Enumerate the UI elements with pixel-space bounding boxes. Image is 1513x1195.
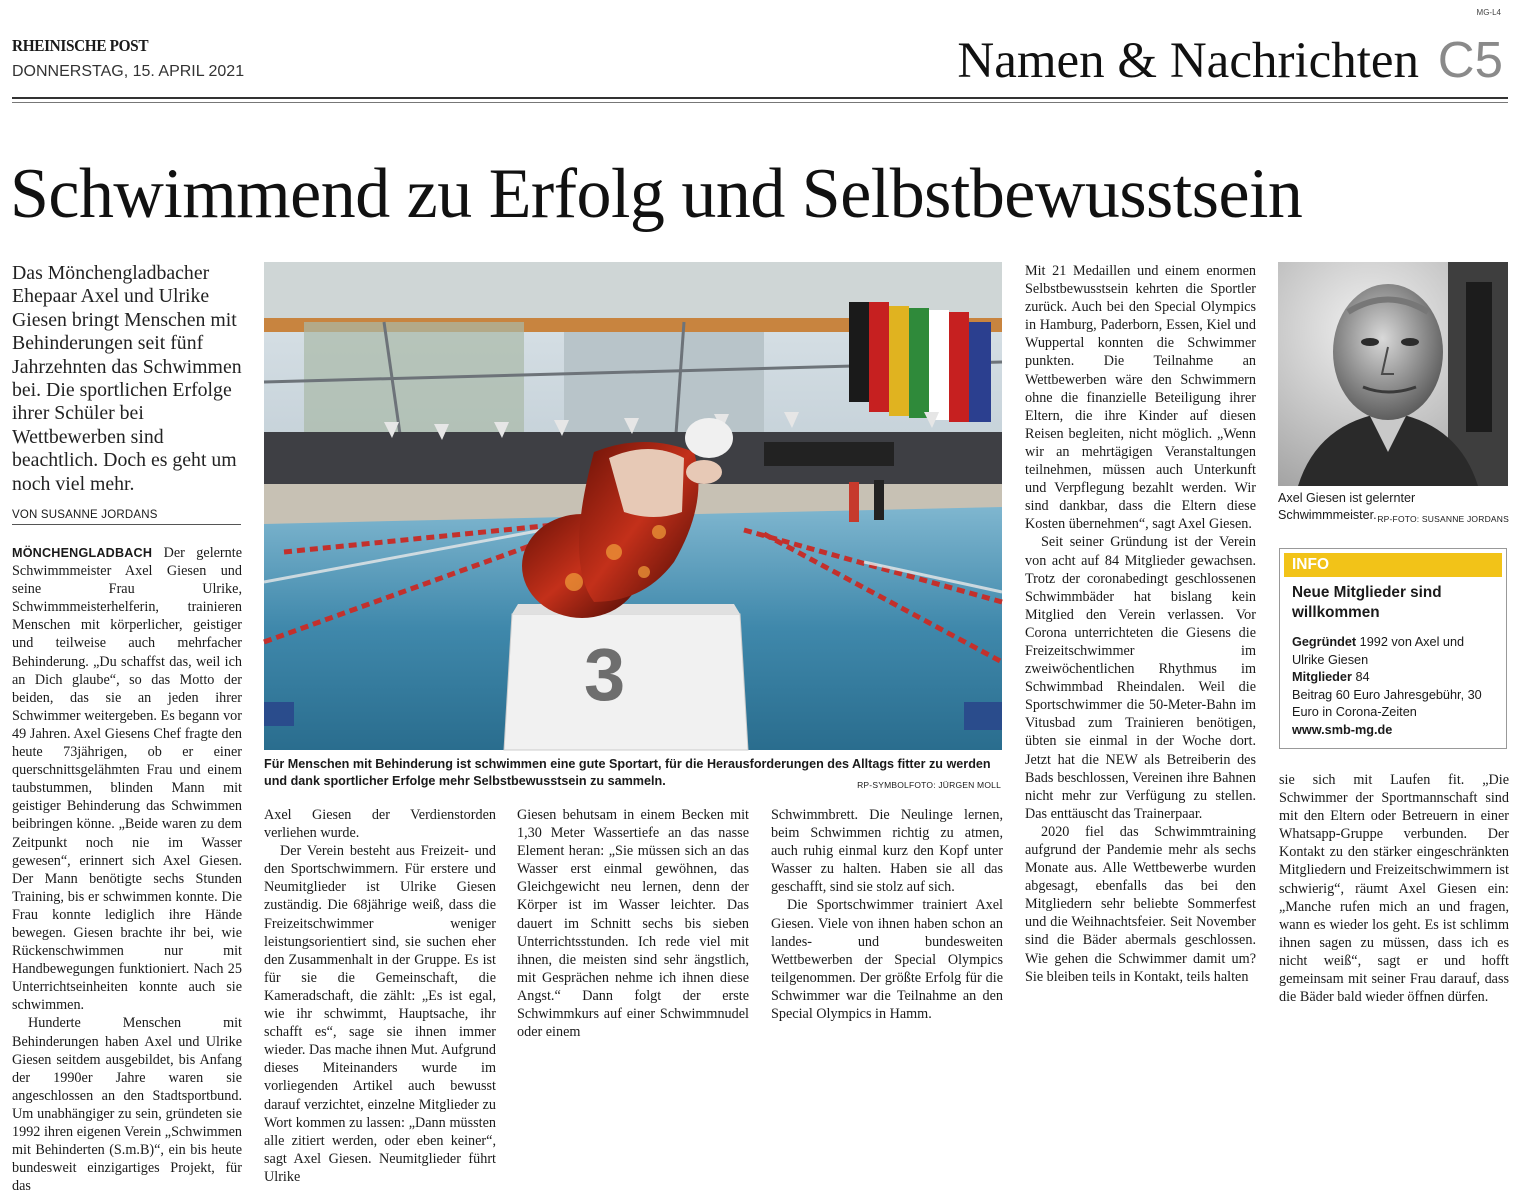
info-founded-label: Gegründet xyxy=(1292,635,1357,649)
portrait-credit: RP-FOTO: SUSANNE JORDANS xyxy=(1377,514,1509,524)
info-label xyxy=(1284,553,1502,577)
article-headline: Schwimmend zu Erfolg und Selbstbewusstsein xyxy=(10,155,1303,233)
info-title: Neue Mitglieder sind willkommen xyxy=(1292,584,1442,621)
info-members-text: 84 xyxy=(1351,670,1370,685)
body-column-1 xyxy=(12,544,242,1195)
info-fee: Beitrag 60 Euro Jahresgebühr, 30 Euro in Corona-Zeiten xyxy=(1292,687,1482,720)
starting-block-number: 3 xyxy=(584,633,626,716)
masthead-rule-top xyxy=(12,97,1508,99)
col5-paragraph-2: Seit seiner Gründung ist der Verein von acht auf 84 Mitglieder gewachsen. Trotz der coronabedingt geschlossenen Schwimmbäder hat bislang kein Mitglied den Verein verlassen. Vor Corona unterrichteten die Giesens die Freizeitschwimmer im zweiwöchentlichen Rhythmus im Schwimmbad Rheindalen. Weil die Sportschwimmer die 50-Meter-Bahn im Vitusbad zum Trainieren benötigen, übten sie einmal in der Woche dort. Jetzt hat die NEW als Betreiberin des Bads beschlossen, Vereinen ihre Bahnen nicht mehr zur Verfügung zu stellen. Das enttäuscht das Trainerpaar. xyxy=(1025,534,1256,822)
page-code: MG-L4 xyxy=(1476,8,1501,17)
body-column-3 xyxy=(517,806,749,1184)
col1-paragraph-1-text: Der gelernte Schwimmmeister Axel Giesen und seine Frau Ulrike, Schwimmmeisterhelferin, trainieren Menschen mit körperlicher, geistiger und teilweise auch mehrfacher Behinderung. „Du schaffst das, weil ich an Dich glaube“, so das Motto der beiden, das sie an jeden ihrer Schwimmer weitergeben. Es begann vor 49 Jahren. Axel Giesens Chef fragte den heute 73jährigen, ob er einer querschnittsgelähmten Frau und einem taubstummen, blinden Mann mit geistiger Behinderung das Schwimmen beibringen könne. „Beide waren zu dem Zeitpunkt noch nie im Wasser gewesen“, erinnert sich Axel Giesen. Der Mann benötigte sechs Stunden Training, bis er schwimmen konnte. Die Frau konnte lediglich ihre Hände bewegen. Giesen brachte ihr bei, wie Rückenschwimmen nur mit Handbewegungen funktioniert. Nach 25 Unterrichtseinheiten konnte auch sie schwimmen. xyxy=(12,545,242,1014)
byline: VON SUSANNE JORDANS xyxy=(12,509,158,521)
col6-paragraph-1: sie sich mit Laufen fit. „Die Schwimmer der Sportmannschaft sind mit den Eltern oder Betreuern in einer Whatsapp-Gruppe verbunden. Der Kontakt zu den stärker eingeschränkten Mitgliedern und Freizeitschwimmern ist schwierig“, räumt Axel Giesen ein: „Manche rufen mich an und fragen, wann es wieder los geht. Es ist schlimm ihnen sagen zu müssen, dass ich es nicht weiß“, sagt er und hofft gemeinsam mit seiner Frau darauf, dass die Bäder bald wieder öffnen dürfen. xyxy=(1279,772,1509,1006)
col1-paragraph-2: Hunderte Menschen mit Behinderungen haben Axel und Ulrike Giesen seitdem ausgebildet, bis Anfang der 1990er Jahre waren sie angeschlossen an den Stadtsportbund. Um unabhängiger zu sein, gründeten sie 1992 ihren eigenen Verein „Schwimmen mit Behinderten (S.m.B)“, ein bis heute bundesweit einzigartiges Projekt, für das xyxy=(12,1015,242,1195)
body-column-2 xyxy=(264,806,496,1184)
portrait-caption: Axel Giesen ist gelernter Schwimmmeister. xyxy=(1278,491,1416,522)
body-column-4 xyxy=(771,806,1003,1184)
info-box xyxy=(1279,548,1507,749)
article-lead: Das Mönchengladbacher Ehepaar Axel und Ulrike Giesen bringt Menschen mit Behinderungen seit fünf Jahrzehnten das Schwimmen bei. Die sportlichen Erfolge ihrer Schüler bei Wettbewerben sind beachtlich. Doch es geht um noch viel mehr. xyxy=(12,262,242,495)
info-members-label: Mitglieder xyxy=(1292,670,1352,685)
col4-paragraph-1: Schwimmbrett. Die Neulinge lernen, beim Schwimmen richtig zu atmen, auch ruhig einmal kurz den Kopf unter Wasser zu halten. Haben sie all das geschafft, sind sie stolz auf sich. xyxy=(771,807,1003,896)
info-members xyxy=(1292,669,1498,687)
info-details xyxy=(1292,634,1498,740)
col1-paragraph-1 xyxy=(12,544,242,1014)
body-column-5 xyxy=(1025,262,1256,1184)
section-title xyxy=(957,30,1503,91)
portrait-photo xyxy=(1278,262,1508,486)
col2-paragraph-2: Der Verein besteht aus Freizeit- und den Sportschwimmern. Für erstere und Neumitglieder ist Ulrike Giesen zuständig. Die 68jährige weiß, dass die Freizeitschwimmer weniger leistungsorientiert sind, sie suchen eher den Zusammenhalt in der Gruppe. Es ist für sie die Gemeinschaft, die Kameradschaft, die zählt: „Es ist egal, wie ihr schwimmt, Hauptsache, ihr schafft es“, sage sie ihnen immer wieder. Das mache ihnen Mut. Aufgrund dieses Miteinanders wurde im vorliegenden Artikel auch bewusst darauf verzichtet, einzelne Mitglieder zu Wort kommen zu lassen: „Dann müssten alle zitiert werden, oder eben keiner“, sagt Axel Giesen. Neumitglieder führt Ulrike xyxy=(264,843,496,1185)
info-founded xyxy=(1292,634,1498,669)
swimming-pool-image xyxy=(264,262,1002,750)
main-photo xyxy=(264,262,1002,750)
body-column-6 xyxy=(1279,771,1509,1184)
paper-name: RHEINISCHE POST xyxy=(12,36,149,55)
main-photo-caption: Für Menschen mit Behinderung ist schwimmen eine gute Sportart, für die Herausforderungen des Alltags fitter zu werden und dank sportlicher Erfolge mehr Selbstbewusstsein zu sammeln. xyxy=(264,757,991,788)
issue-date: DONNERSTAG, 15. APRIL 2021 xyxy=(12,63,245,80)
col5-paragraph-1: Mit 21 Medaillen und einem enormen Selbstbewusstsein kehrten die Sportler zurück. Auch bei den Special Olympics in Hamburg, Paderborn, Essen, Kiel und Wuppertal konnten die Schwimmer punkten. Die Teilnahme an Wettbewerben wäre den Schwimmern ohne die finanzielle Beteiligung ihrer Eltern, die ihre Kinder auf diesen Reisen begleiten, nicht möglich. „Wenn wir an mehrtägigen Veranstaltungen teilnehmen, müssen auch Unterkunft und Verpflegung bezahlt werden. Wir sind dankbar, dass die Eltern diese Kosten übernehmen“, sagt Axel Giesen. xyxy=(1025,263,1256,533)
dateline: MÖNCHENGLADBACH xyxy=(12,546,153,560)
info-label-text: INFO xyxy=(1292,556,1330,573)
page-number: C5 xyxy=(1437,31,1503,88)
byline-rule xyxy=(12,524,241,525)
portrait-image xyxy=(1278,262,1508,486)
col4-paragraph-2: Die Sportschwimmer trainiert Axel Giesen. Viele von ihnen haben schon an landes- und bundesweiten Wettbewerben der Special Olympics teilgenommen. Der größte Erfolg für die Schwimmer war die Teilnahme an den Special Olympics in Hamm. xyxy=(771,897,1003,1023)
section-name: Namen & Nachrichten xyxy=(957,33,1420,89)
main-photo-credit: RP-SYMBOLFOTO: JÜRGEN MOLL xyxy=(857,780,1001,790)
info-founded-text: 1992 von Axel und Ulrike Giesen xyxy=(1292,635,1465,667)
masthead-rule-bottom xyxy=(12,102,1508,103)
col2-paragraph-1: Axel Giesen der Verdienstorden verliehen wurde. xyxy=(264,807,496,842)
col3-paragraph-1: Giesen behutsam in einem Becken mit 1,30 Meter Wassertiefe an das nasse Element heran: „Sie müssen sich an das Wasser erst einmal gewöhnen, das Gleichgewicht neu lernen, denn der Körper ist im Wasser leichter. Das dauert im Schnitt sechs bis sieben Unterrichtsstunden. Ich rede viel mit ihnen, die meisten sind sehr ängstlich, mit Gesprächen nehme ich ihnen diese Angst.“ Dann folgt der erste Schwimmkurs auf einer Schwimmnudel oder einem xyxy=(517,807,749,1041)
col5-paragraph-3: 2020 fiel das Schwimmtraining aufgrund der Pandemie mehr als sechs Monate aus. Alle Wettbewerbe wurden abgesagt, ebenfalls das bei den Mitgliedern sehr beliebte Sommerfest und die Weihnachtsfeier. Seit November sind die Bäder abermals geschlossen. Wie gehen die Schwimmer damit um? Sie bleiben teils in Kontakt, teils halten xyxy=(1025,823,1256,985)
info-url[interactable]: www.smb-mg.de xyxy=(1292,722,1393,737)
